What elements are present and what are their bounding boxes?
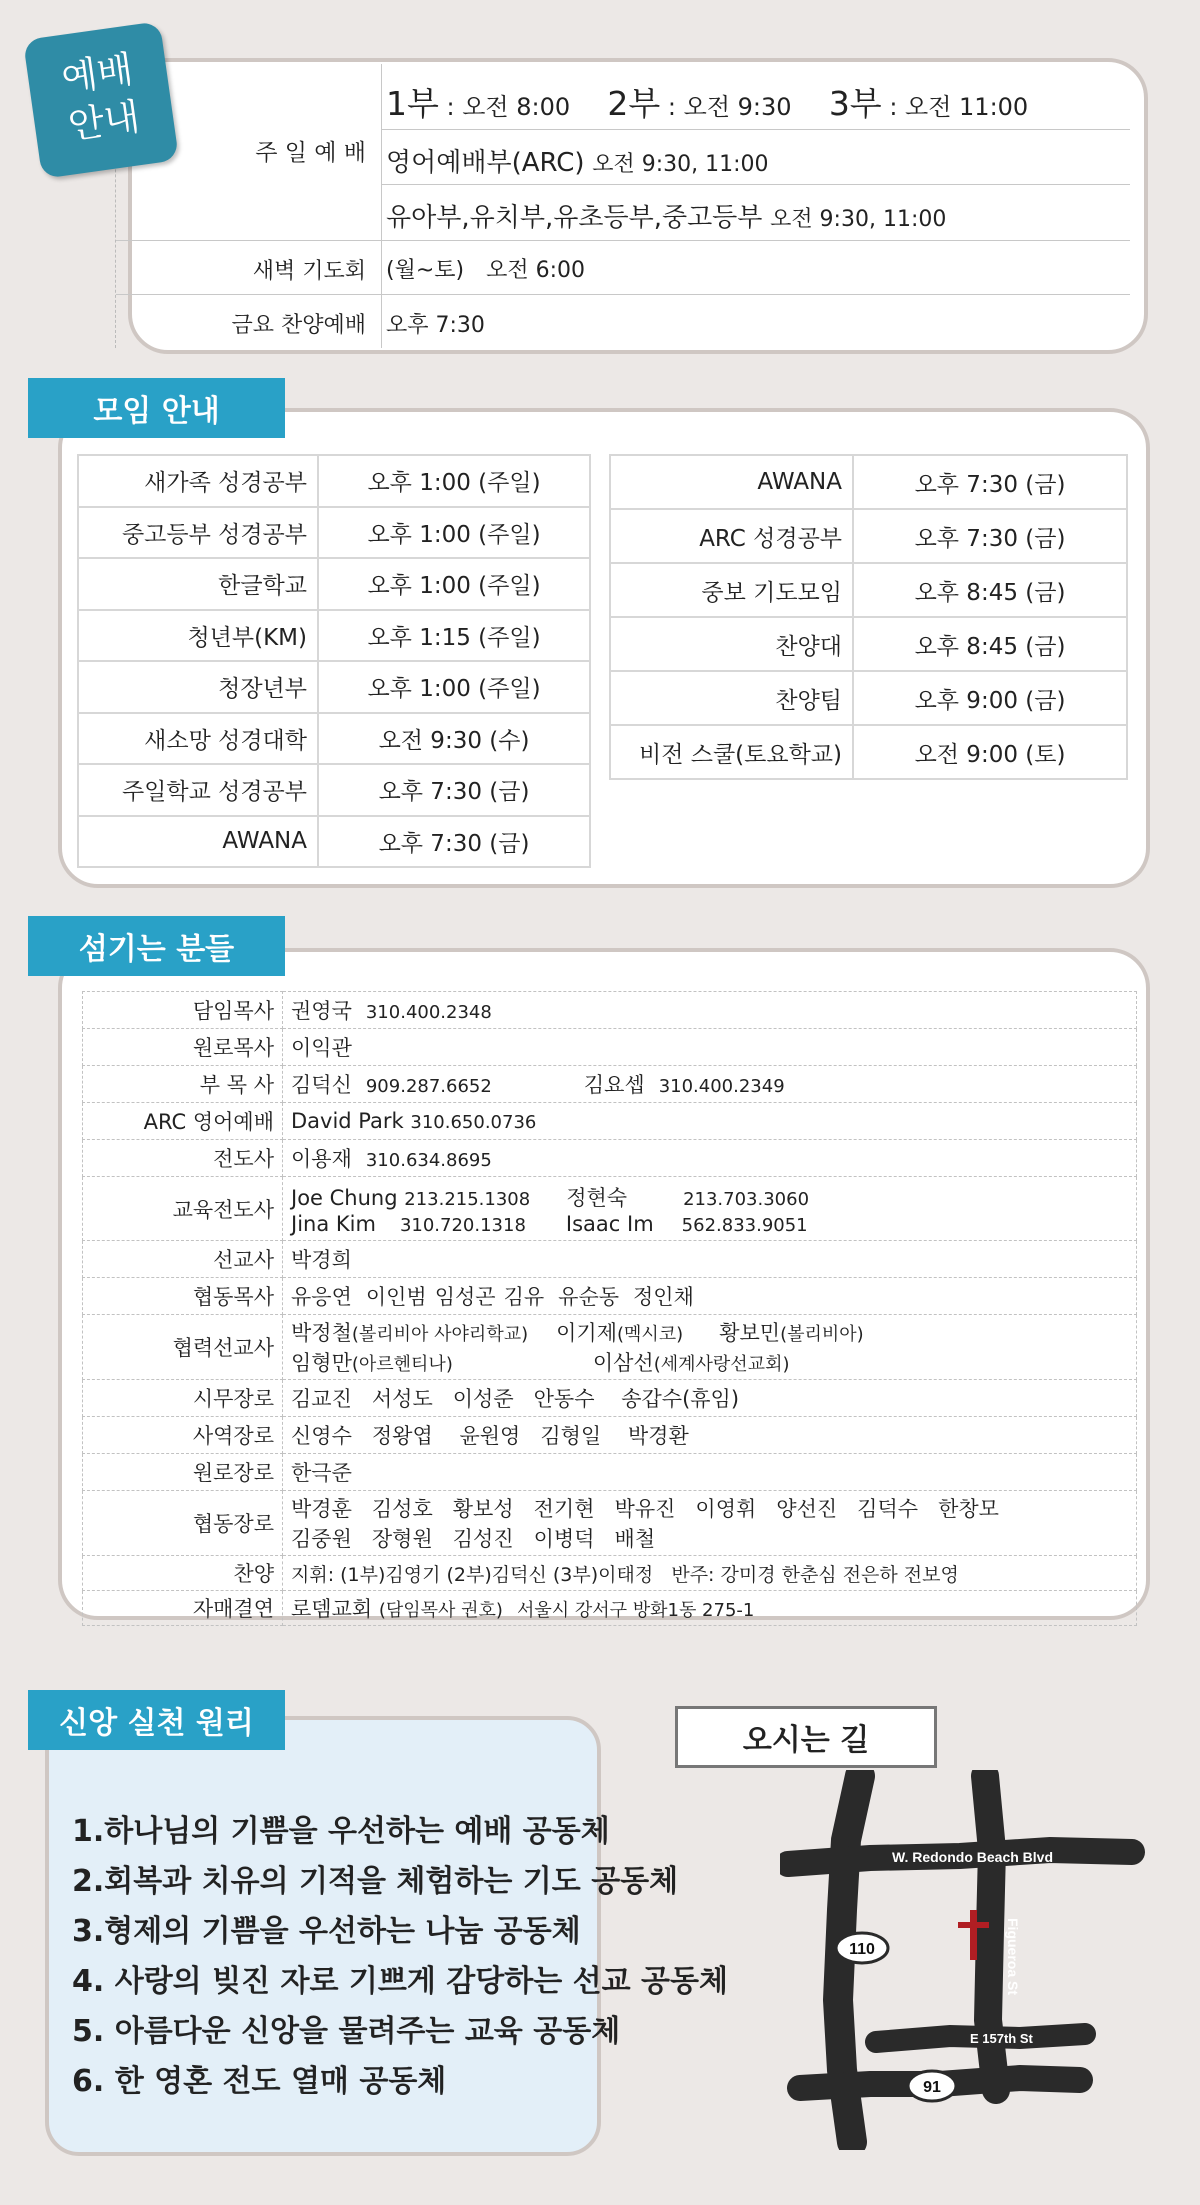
meeting-name: 주일학교 성경공부	[78, 764, 318, 816]
meeting-row	[610, 563, 1127, 617]
meeting-row	[610, 725, 1127, 779]
dawn-prayer-days: (월~토)	[386, 258, 465, 283]
table-row	[83, 1315, 1137, 1380]
service3-num: 3부	[828, 84, 882, 123]
principle-item: 6. 한 영혼 전도 열매 공동체	[72, 2064, 447, 2099]
staff-value: 유응연 이인범 임성곤 김유 유순동 정인채	[283, 1278, 1137, 1315]
meeting-row	[78, 558, 590, 610]
service2-time: : 오전 9:30	[667, 93, 792, 121]
principles-box	[45, 1716, 729, 2156]
meetings-title: 모임 안내	[28, 378, 285, 438]
staff-label: 협동목사	[83, 1278, 283, 1315]
staff-label: 부 목 사	[83, 1066, 283, 1103]
meeting-name: 중고등부 성경공부	[78, 507, 318, 559]
meeting-name: AWANA	[78, 816, 318, 868]
staff-label: 담임목사	[83, 992, 283, 1029]
meeting-time: 오후 1:00 (주일)	[318, 661, 590, 713]
dawn-prayer-time	[386, 253, 585, 284]
principle-item: 5. 아름다운 신앙을 물려주는 교육 공동체	[72, 2014, 621, 2049]
street-label: Figueroa St	[1005, 1918, 1021, 1996]
english-service-name: 영어예배부(ARC)	[386, 148, 585, 178]
staff-value: David Park 310.650.0736	[283, 1103, 1137, 1140]
staff-label: 원로목사	[83, 1029, 283, 1066]
table-row	[83, 1029, 1137, 1066]
meeting-row	[610, 455, 1127, 509]
meetings-table-left	[77, 454, 591, 868]
meeting-name: 청년부(KM)	[78, 610, 318, 662]
worship-tag-line1: 예배	[58, 47, 136, 101]
friday-worship-label: 금요 찬양예배	[231, 313, 366, 338]
staff-value: 이익관	[283, 1029, 1137, 1066]
children-service-name: 유아부,유치부,유초등부,중고등부	[386, 203, 763, 233]
meeting-name: 청장년부	[78, 661, 318, 713]
meeting-row	[78, 764, 590, 816]
meeting-time: 오후 1:00 (주일)	[318, 507, 590, 559]
meeting-name: ARC 성경공부	[610, 509, 853, 563]
table-row	[83, 1278, 1137, 1315]
principles-title: 신앙 실천 원리	[28, 1690, 285, 1750]
service3-time: : 오전 11:00	[889, 93, 1029, 121]
meeting-row	[78, 610, 590, 662]
meeting-time: 오전 9:00 (토)	[853, 725, 1127, 779]
table-row	[83, 1380, 1137, 1417]
worship-schedule-table	[115, 64, 1129, 348]
children-service	[386, 197, 946, 234]
children-service-time: 오전 9:30, 11:00	[770, 207, 947, 232]
meeting-time: 오후 7:30 (금)	[318, 764, 590, 816]
staff-value: 지휘: (1부)김영기 (2부)김덕신 (3부)이태정 반주: 강미경 한춘심 전은하 전보영	[283, 1556, 1137, 1591]
meeting-row	[610, 671, 1127, 725]
staff-value: 이용재 310.634.8695	[283, 1140, 1137, 1177]
meeting-time: 오후 1:00 (주일)	[318, 558, 590, 610]
meetings-table-right	[609, 454, 1128, 780]
table-row	[83, 1491, 1137, 1556]
directions-map	[780, 1770, 1160, 2150]
english-service-time: 오전 9:30, 11:00	[592, 152, 769, 177]
staff-value: 박경훈 김성호 황보성 전기현 박유진 이영휘 양선진 김덕수 한창모 김중원 장형원 김성진 이병덕 배철	[283, 1491, 1137, 1556]
staff-value: 권영국 310.400.2348	[283, 992, 1137, 1029]
worship-tag-line2: 안내	[65, 95, 143, 148]
sunday-service-label: 주 일 예 배	[255, 140, 366, 166]
service1-num: 1부	[386, 84, 439, 123]
staff-label: 원로장로	[83, 1454, 283, 1491]
service1-time: : 오전 8:00	[446, 93, 571, 121]
meeting-row	[610, 509, 1127, 563]
meeting-name: 찬양팀	[610, 671, 853, 725]
meeting-time: 오후 8:45 (금)	[853, 563, 1127, 617]
table-row	[83, 1241, 1137, 1278]
meeting-time: 오후 8:45 (금)	[853, 617, 1127, 671]
meeting-time: 오후 1:00 (주일)	[318, 455, 590, 507]
friday-worship-time: 오후 7:30	[386, 313, 485, 338]
principle-item: 2.회복과 치유의 기적을 체험하는 기도 공동체	[72, 1864, 679, 1899]
meeting-name: 새가족 성경공부	[78, 455, 318, 507]
dawn-prayer-label: 새벽 기도회	[252, 259, 366, 284]
staff-value: 김덕신 909.287.6652 김요셉 310.400.2349	[283, 1066, 1137, 1103]
table-row	[83, 1066, 1137, 1103]
service2-num: 2부	[607, 84, 661, 123]
staff-label: 찬양	[83, 1556, 283, 1591]
meeting-row	[78, 507, 590, 559]
table-row	[83, 992, 1137, 1029]
meeting-name: 비전 스쿨(토요학교)	[610, 725, 853, 779]
meeting-time: 오후 7:30 (금)	[318, 816, 590, 868]
staff-table	[82, 991, 1137, 1626]
table-row	[83, 1103, 1137, 1140]
staff-label: 선교사	[83, 1241, 283, 1278]
meeting-time: 오전 9:30 (수)	[318, 713, 590, 765]
staff-label: 협력선교사	[83, 1315, 283, 1380]
staff-label: 시무장로	[83, 1380, 283, 1417]
staff-title: 섬기는 분들	[28, 916, 285, 976]
meeting-row	[78, 661, 590, 713]
meeting-row	[78, 455, 590, 507]
meeting-row	[78, 816, 590, 868]
principle-item: 1.하나님의 기쁨을 우선하는 예배 공동체	[72, 1814, 610, 1849]
meeting-name: 찬양대	[610, 617, 853, 671]
meeting-name: 중보 기도모임	[610, 563, 853, 617]
table-row	[83, 1177, 1137, 1241]
staff-value: 박정철(볼리비아 사야리학교) 이기제(멕시코) 황보민(볼리비아) 임형만(아르헨티나) 이삼선(세계사랑선교회)	[283, 1315, 1137, 1380]
staff-label: 전도사	[83, 1140, 283, 1177]
table-row	[83, 1140, 1137, 1177]
sunday-service-times	[386, 78, 1028, 125]
staff-value: 박경희	[283, 1241, 1137, 1278]
table-row	[83, 1417, 1137, 1454]
staff-value: 한극준	[283, 1454, 1137, 1491]
staff-label: 협동장로	[83, 1491, 283, 1556]
staff-value: 김교진 서성도 이성준 안동수 송갑수(휴임)	[283, 1380, 1137, 1417]
meeting-time: 오후 1:15 (주일)	[318, 610, 590, 662]
freeway-110-label: 110	[849, 1941, 875, 1958]
staff-value: Joe Chung 213.215.1308 정현숙 213.703.3060 Jina Kim 310.720.1318 Isaac Im 562.833.9051	[283, 1177, 1137, 1241]
staff-value: 신영수 정왕엽 윤원영 김형일 박경환	[283, 1417, 1137, 1454]
principle-item: 3.형제의 기쁨을 우선하는 나눔 공동체	[72, 1914, 581, 1949]
street-label: E 157th St	[970, 2031, 1033, 2046]
table-row	[83, 1556, 1137, 1591]
english-service	[386, 142, 769, 179]
dawn-prayer-clock: 오전 6:00	[486, 258, 586, 283]
staff-value: 로뎀교회 (담임목사 권호) 서울시 강서구 방화1동 275-1	[283, 1591, 1137, 1626]
street-label: W. Redondo Beach Blvd	[892, 1849, 1054, 1865]
meeting-name: AWANA	[610, 455, 853, 509]
meeting-row	[78, 713, 590, 765]
meeting-name: 한글학교	[78, 558, 318, 610]
staff-label: 자매결연	[83, 1591, 283, 1626]
worship-section-tag	[23, 21, 179, 179]
staff-label: ARC 영어예배	[83, 1103, 283, 1140]
directions-title: 오시는 길	[675, 1706, 937, 1768]
table-row	[83, 1591, 1137, 1626]
meeting-name: 새소망 성경대학	[78, 713, 318, 765]
freeway-91-label: 91	[923, 2079, 941, 2096]
meeting-row	[610, 617, 1127, 671]
staff-label: 사역장로	[83, 1417, 283, 1454]
meeting-time: 오후 9:00 (금)	[853, 671, 1127, 725]
meeting-time: 오후 7:30 (금)	[853, 455, 1127, 509]
table-row	[83, 1454, 1137, 1491]
staff-label: 교육전도사	[83, 1177, 283, 1241]
meeting-time: 오후 7:30 (금)	[853, 509, 1127, 563]
principle-item: 4. 사랑의 빚진 자로 기쁘게 감당하는 선교 공동체	[72, 1964, 729, 1999]
